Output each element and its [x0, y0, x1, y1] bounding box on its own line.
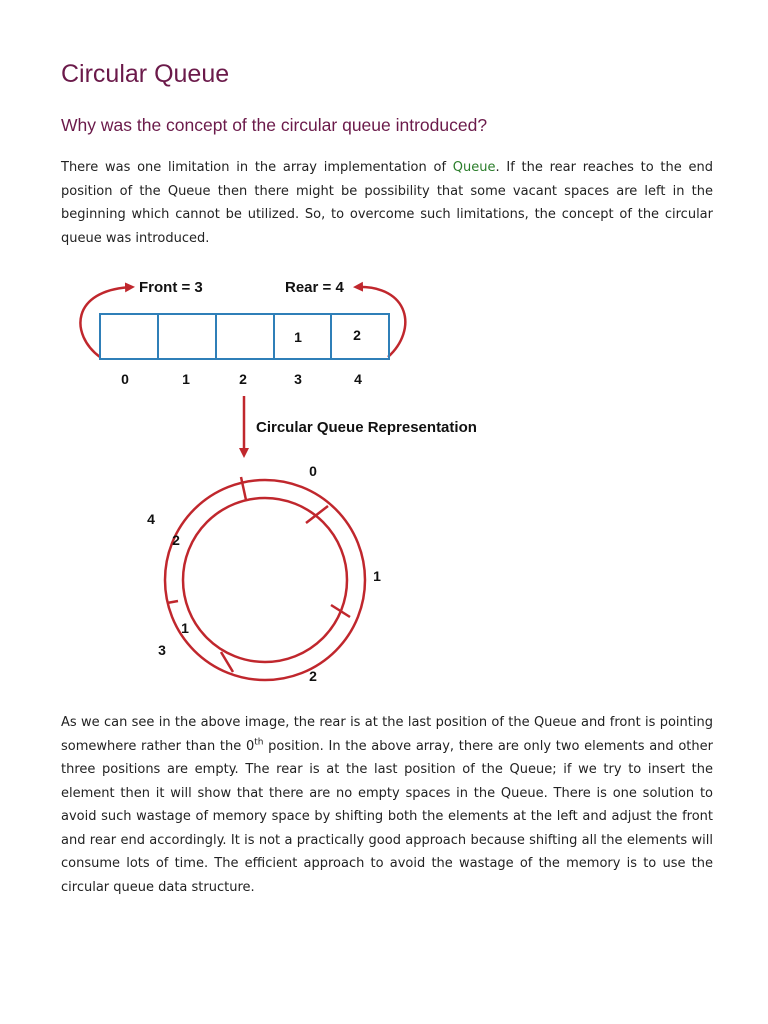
array-index: 3 — [294, 371, 302, 387]
array-index: 4 — [354, 371, 362, 387]
array-index: 2 — [239, 371, 247, 387]
representation-label: Circular Queue Representation — [256, 419, 477, 436]
circular-ring — [165, 477, 365, 680]
rear-arrow — [356, 287, 405, 357]
explanation-paragraph — [61, 711, 713, 899]
array-cell — [216, 314, 274, 359]
ring-index: 2 — [309, 668, 317, 684]
front-label: Front = 3 — [139, 279, 203, 296]
array-cell-value: 1 — [294, 329, 302, 345]
ring-index: 1 — [373, 568, 381, 584]
array-cell — [274, 314, 331, 359]
ring-value: 1 — [181, 620, 189, 636]
array-index: 1 — [182, 371, 190, 387]
array-cell-value: 2 — [353, 327, 361, 343]
page-title: Circular Queue — [61, 60, 230, 88]
ring-index: 4 — [147, 511, 155, 527]
array-index: 0 — [121, 371, 129, 387]
ring-value: 2 — [172, 532, 180, 548]
array-cell — [158, 314, 216, 359]
rear-label: Rear = 4 — [285, 279, 344, 296]
queue-array — [100, 314, 389, 359]
ordinal-superscript: th — [254, 737, 264, 748]
explanation-text-after-sup: position. In the above array, there are only two elements and other three positions are empty. The rear is at the last position of the Queue; if we try to insert the element then it will show that there are no empty spaces in the Queue. There is one solution to avoid such wastage of memory space by shifting both the elements at the left and adjust the front and rear end accordingly. It is not a practically good approach because shifting all the elements will consume lots of time. The efficient approach to avoid the wastage of the memory is to use the circular queue data structure. — [61, 738, 713, 895]
queue-link[interactable]: Queue — [452, 160, 496, 175]
intro-text-before-link: There was one limitation in the array implementation of — [61, 160, 453, 175]
front-arrow — [80, 287, 132, 357]
intro-text-after-link: . If the rear reaches to the end position of the Queue then there might be possibility that some vacant spaces are left in the beginning which cannot be utilized. So, to overcome such limitations, the concept of the circular queue was introduced. — [61, 160, 713, 246]
ring-index: 3 — [158, 642, 166, 658]
explanation-text-before-sup: As we can see in the above image, the rear is at the last position of the Queue and front is pointing somewhere rather than the 0 — [61, 715, 713, 754]
ring-index: 0 — [309, 463, 317, 479]
array-cell — [100, 314, 158, 359]
section-heading: Why was the concept of the circular queue introduced? — [61, 115, 488, 135]
